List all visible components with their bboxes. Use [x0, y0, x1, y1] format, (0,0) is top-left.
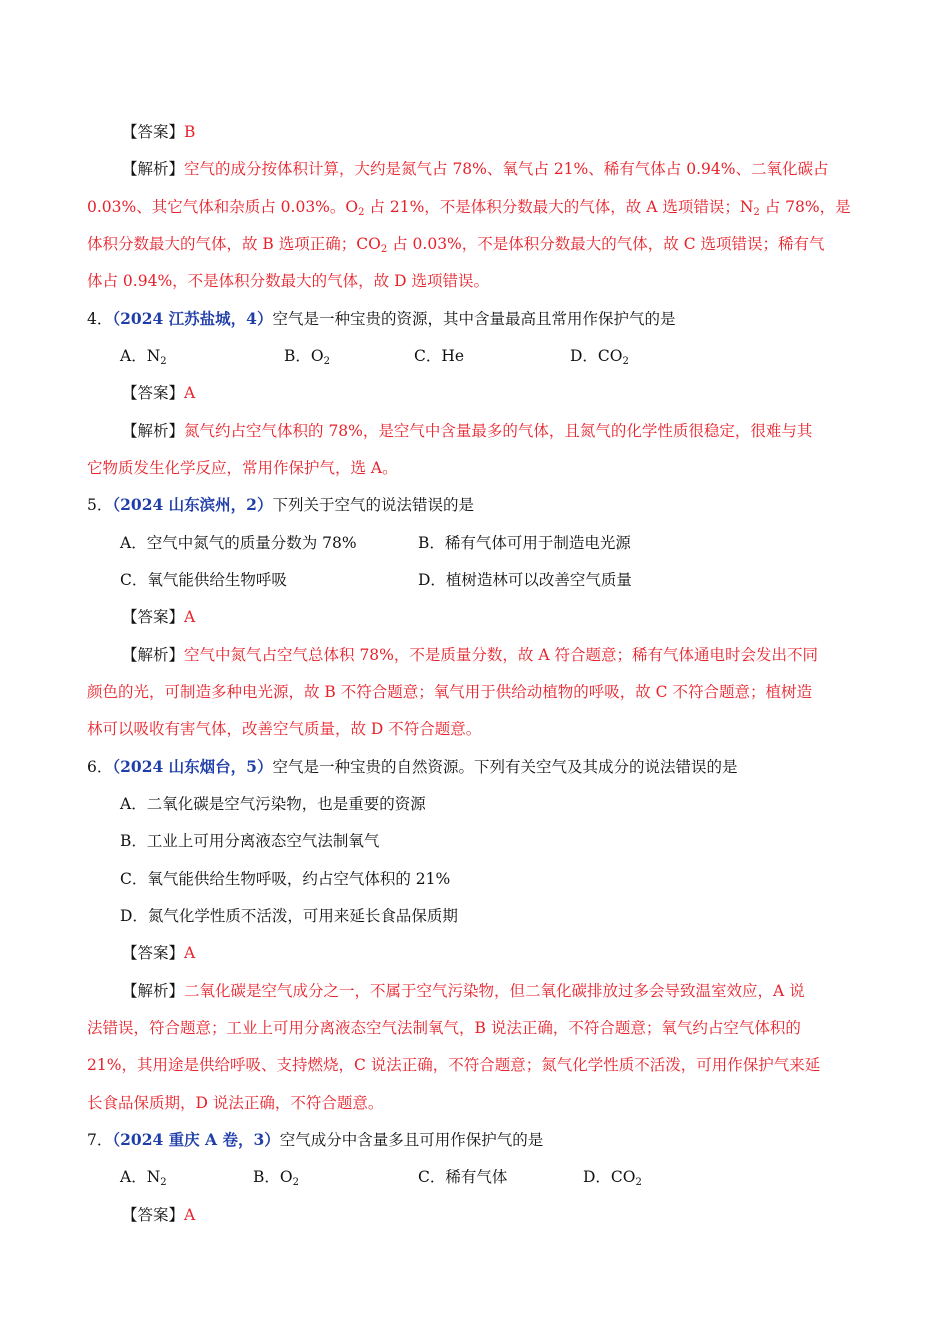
analysis-text: 空气的成分按体积计算，大约是氮气占 78%、氧气占 21%、稀有气体占 0.94%、二氧化碳占	[184, 160, 829, 178]
answer-value: A	[184, 944, 196, 962]
answer-value: A	[184, 608, 196, 626]
q5-analysis-line-1	[122, 645, 818, 665]
option-text: A．N	[120, 1168, 161, 1186]
subscript: 2	[323, 356, 330, 367]
q6-option-d: D．氮气化学性质不活泼，可用来延长食品保质期	[120, 907, 458, 925]
analysis-text: 氮气约占空气体积的 78%，是空气中含量最多的气体，且氮气的化学性质很稳定，很难与其	[184, 422, 813, 440]
q7-option-a	[120, 1167, 167, 1187]
subscript: 2	[292, 1177, 299, 1188]
question-source: （2024 江苏盐城，4）	[112, 309, 273, 328]
answer-value: B	[184, 123, 196, 141]
q4-option-d	[570, 346, 629, 366]
analysis-text: 0.03%、其它气体和杂质占 0.03%。O	[87, 198, 359, 216]
q7-option-c: C．稀有气体	[418, 1168, 508, 1186]
question-source: （2024 山东烟台，5）	[112, 757, 273, 776]
q6-option-c: C．氧气能供给生物呼吸，约占空气体积的 21%	[120, 870, 451, 888]
subscript: 2	[358, 207, 365, 218]
answer-label: 【答案】	[122, 123, 185, 141]
q4-option-a	[120, 346, 167, 366]
question-source: （2024 重庆 A 卷，3）	[112, 1130, 280, 1149]
q4-analysis-line-1	[122, 421, 812, 441]
q3-analysis-line-3	[87, 234, 825, 254]
q6-option-a: A．二氧化碳是空气污染物，也是重要的资源	[120, 795, 426, 813]
subscript: 2	[622, 356, 629, 367]
question-text: 空气是一种宝贵的自然资源。下列有关空气及其成分的说法错误的是	[272, 758, 738, 776]
q4-option-b	[284, 346, 330, 366]
subscript: 2	[160, 1177, 167, 1188]
question-number: 5．	[87, 496, 113, 514]
question-text: 下列关于空气的说法错误的是	[272, 496, 474, 514]
q6-stem	[87, 757, 737, 777]
question-number: 4．	[87, 310, 113, 328]
q6-answer	[122, 943, 195, 963]
analysis-label: 【解析】	[122, 982, 185, 1000]
answer-label: 【答案】	[122, 608, 185, 626]
analysis-label: 【解析】	[122, 160, 185, 178]
analysis-text: 占 0.03%，不是体积分数最大的气体，故 C 选项错误；稀有气	[387, 235, 825, 253]
subscript: 2	[160, 356, 167, 367]
question-text: 空气是一种宝贵的资源，其中含量最高且常用作保护气的是	[272, 310, 676, 328]
subscript: 2	[753, 207, 760, 218]
analysis-label: 【解析】	[122, 646, 185, 664]
q5-option-c: C．氧气能供给生物呼吸	[120, 571, 287, 589]
q6-analysis-line-3: 21%，其用途是供给呼吸、支持燃烧，C 说法正确，不符合题意；氮气化学性质不活泼，可用作保护气来延	[87, 1056, 821, 1074]
q4-analysis-line-2: 它物质发生化学反应，常用作保护气，选 A。	[87, 459, 398, 477]
analysis-text: 二氧化碳是空气成分之一，不属于空气污染物，但二氧化碳排放过多会导致温室效应，A 说	[184, 982, 805, 1000]
option-text: B．O	[284, 347, 324, 365]
q3-answer	[122, 122, 195, 142]
q4-answer	[122, 383, 195, 403]
option-text: A．N	[120, 347, 161, 365]
q6-option-b: B．工业上可用分离液态空气法制氧气	[120, 832, 380, 850]
analysis-text: 体积分数最大的气体，故 B 选项正确；CO	[87, 235, 381, 253]
answer-label: 【答案】	[122, 1206, 185, 1224]
subscript: 2	[380, 244, 388, 255]
option-text: D．CO	[583, 1168, 636, 1186]
answer-value: A	[184, 1206, 196, 1224]
q6-analysis-line-2: 法错误，符合题意；工业上可用分离液态空气法制氧气，B 说法正确，不符合题意；氧气约占空气体积的	[87, 1019, 801, 1037]
q3-analysis-line-4: 体占 0.94%，不是体积分数最大的气体，故 D 选项错误。	[87, 272, 489, 290]
q7-option-b	[253, 1167, 299, 1187]
analysis-label: 【解析】	[122, 422, 185, 440]
q5-answer	[122, 607, 195, 627]
q3-analysis-line-1	[122, 159, 828, 179]
q5-analysis-line-3: 林可以吸收有害气体，改善空气质量，故 D 不符合题意。	[87, 720, 482, 738]
answer-label: 【答案】	[122, 944, 185, 962]
q7-option-d	[583, 1167, 642, 1187]
q4-stem	[87, 309, 675, 329]
q7-answer	[122, 1205, 195, 1225]
option-text: B．O	[253, 1168, 293, 1186]
question-number: 6．	[87, 758, 113, 776]
q5-option-d: D．植树造林可以改善空气质量	[418, 571, 632, 589]
q5-option-a: A．空气中氮气的质量分数为 78%	[120, 534, 357, 552]
subscript: 2	[635, 1177, 642, 1188]
question-source: （2024 山东滨州，2）	[112, 495, 273, 514]
q5-analysis-line-2: 颜色的光，可制造多种电光源，故 B 不符合题意；氧气用于供给动植物的呼吸，故 C 不符合题意；植树造	[87, 683, 812, 701]
q5-option-b: B．稀有气体可用于制造电光源	[418, 534, 631, 552]
analysis-text: 空气中氮气占空气总体积 78%，不是质量分数，故 A 符合题意；稀有气体通电时会发出不同	[184, 646, 818, 664]
analysis-text: 占 21%，不是体积分数最大的气体，故 A 选项错误；N	[364, 198, 754, 216]
option-text: D．CO	[570, 347, 623, 365]
q6-analysis-line-4: 长食品保质期，D 说法正确，不符合题意。	[87, 1094, 384, 1112]
analysis-text: 占 78%，是	[759, 198, 851, 216]
answer-label: 【答案】	[122, 384, 185, 402]
q5-stem	[87, 495, 474, 515]
answer-value: A	[184, 384, 196, 402]
question-number: 7．	[87, 1131, 113, 1149]
q6-analysis-line-1	[122, 981, 805, 1001]
q4-option-c: C．He	[414, 347, 465, 365]
q3-analysis-line-2	[87, 197, 851, 217]
question-text: 空气成分中含量多且可用作保护气的是	[279, 1131, 544, 1149]
q7-stem	[87, 1130, 543, 1150]
